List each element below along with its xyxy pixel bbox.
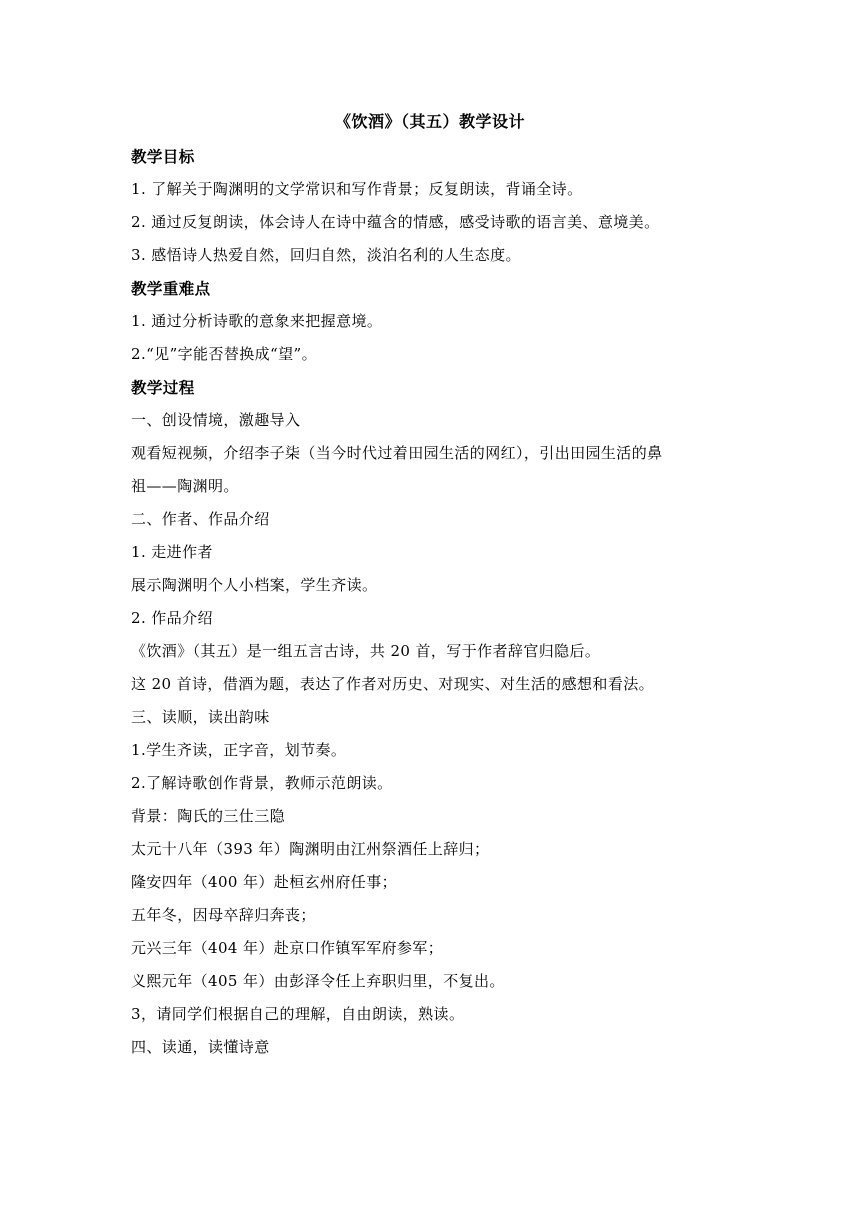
- section-heading: 教学过程: [131, 378, 195, 397]
- body-text-line: 元兴三年（404 年）赴京口作镇军军府参军；: [131, 939, 444, 957]
- document-title: 《饮酒》（其五）教学设计: [334, 112, 525, 131]
- body-text-line: 3，请同学们根据自己的理解，自由朗读，熟读。: [131, 1005, 465, 1023]
- section-heading: 教学重难点: [131, 279, 211, 298]
- body-text-line: 背景：陶氏的三仕三隐: [131, 807, 286, 825]
- body-text-line: 隆安四年（400 年）赴桓玄州府任事；: [131, 873, 397, 891]
- body-text-line: 1. 了解关于陶渊明的文学常识和写作背景；反复朗读，背诵全诗。: [131, 180, 583, 198]
- body-text-line: 2.了解诗歌创作背景，教师示范朗读。: [131, 774, 393, 792]
- body-text-line: 展示陶渊明个人小档案，学生齐读。: [131, 576, 378, 594]
- body-text-line: 2.“见”字能否替换成“望”。: [131, 345, 317, 363]
- body-text-line: 1. 通过分析诗歌的意象来把握意境。: [131, 312, 383, 330]
- document-body: [131, 140, 731, 1064]
- body-text-line: 3. 感悟诗人热爱自然，回归自然，淡泊名利的人生态度。: [131, 246, 521, 264]
- body-text-line: 祖——陶渊明。: [131, 477, 239, 495]
- body-text-line: 这 20 首诗，借酒为题，表达了作者对历史、对现实、对生活的感想和看法。: [131, 675, 655, 693]
- body-text-line: 观看短视频，介绍李子柒（当今时代过着田园生活的网红），引出田园生活的鼻: [131, 444, 663, 462]
- body-text-line: 1. 走进作者: [131, 543, 213, 561]
- body-text-line: 三、读顺，读出韵味: [131, 708, 270, 726]
- body-text-line: 太元十八年（393 年）陶渊明由江州祭酒任上辞归；: [131, 840, 490, 858]
- section-heading: 教学目标: [131, 147, 195, 166]
- body-text-line: 2. 作品介绍: [131, 609, 213, 627]
- body-text-line: 2. 通过反复朗读，体会诗人在诗中蕴含的情感，感受诗歌的语言美、意境美。: [131, 213, 660, 231]
- body-text-line: 1.学生齐读，正字音，划节奏。: [131, 741, 347, 759]
- body-text-line: 五年冬，因母卒辞归奔丧；: [131, 906, 316, 924]
- body-text-line: 四、读通，读懂诗意: [131, 1038, 270, 1056]
- body-text-line: 一、创设情境，激趣导入: [131, 411, 301, 429]
- body-text-line: 二、作者、作品介绍: [131, 510, 270, 528]
- body-text-line: 义熙元年（405 年）由彭泽令任上弃职归里，不复出。: [131, 972, 505, 990]
- body-text-line: 《饮酒》（其五）是一组五言古诗，共 20 首，写于作者辞官归隐后。: [131, 642, 601, 660]
